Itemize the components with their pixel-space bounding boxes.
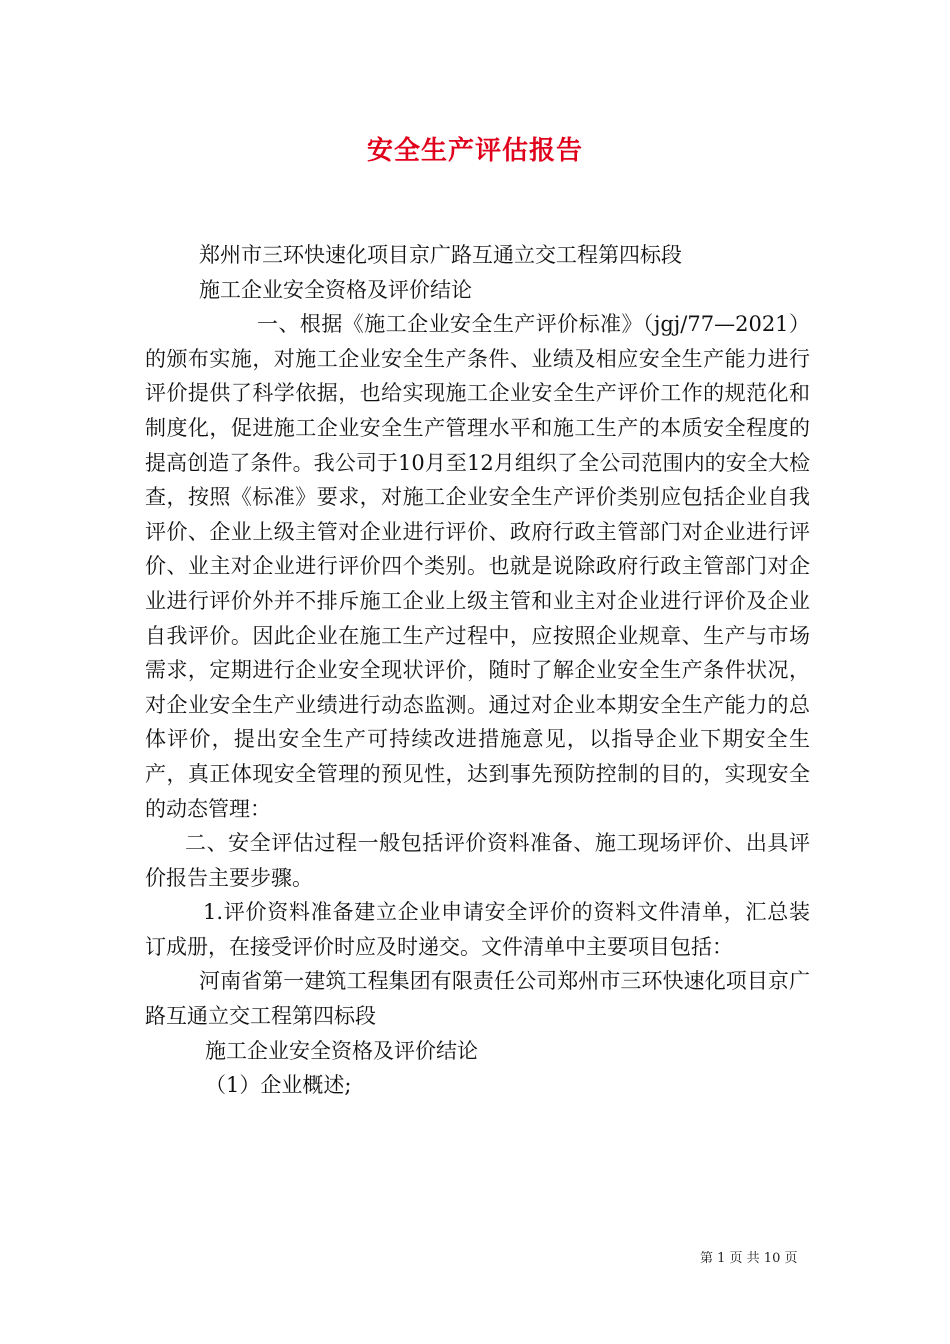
paragraph-two: 二、安全评估过程一般包括评价资料准备、施工现场评价、出具评价报告主要步骤。	[145, 831, 810, 890]
page-indicator: 第 1 页 共 10 页	[700, 1251, 798, 1266]
document-body	[145, 238, 810, 1103]
project-name-line: 郑州市三环快速化项目京广路互通立交工程第四标段	[199, 243, 682, 267]
section-heading: 施工企业安全资格及评价结论	[199, 277, 472, 302]
section-heading-repeat: 施工企业安全资格及评价结论	[205, 1038, 478, 1063]
paragraph-one: 一、根据《施工企业安全生产评价标准》（jgj/77—2021）的颁布实施，对施工企业安全生产条件、业绩及相应安全生产能力进行评价提供了科学依据，也给实现施工企业安全生产评价工作的规范化和制度化，促进施工企业安全生产管理水平和施工生产的本质安全程度的提高创造了条件。我公司于10月至12月组织了全公司范围内的安全大检查，按照《标准》要求，对施工企业安全生产评价类别应包括企业自我评价、企业上级主管对企业进行评价、政府行政主管部门对企业进行评价、业主对企业进行评价四个类别。也就是说除政府行政主管部门对企业进行评价外并不排斥施工企业上级主管和业主对企业进行评价及企业自我评价。因此企业在施工生产过程中，应按照企业规章、生产与市场需求，定期进行企业安全现状评价，随时了解企业安全生产条件状况，对企业安全生产业绩进行动态监测。通过对企业本期安全生产能力的总体评价，提出安全生产可持续改进措施意见，以指导企业下期安全生产，真正体现安全管理的预见性，达到事先预防控制的目的，实现安全的动态管理：	[145, 312, 810, 821]
document-title: 安全生产评估报告	[366, 136, 583, 166]
company-project-line: 河南省第一建筑工程集团有限责任公司郑州市三环快速化项目京广路互通立交工程第四标段	[145, 969, 810, 1029]
paragraph-three: 1.评价资料准备建立企业申请安全评价的资料文件清单，汇总装订成册，在接受评价时应及时递交。文件清单中主要项目包括：	[145, 900, 810, 959]
list-item-company-overview: （1）企业概述;	[205, 1073, 352, 1098]
